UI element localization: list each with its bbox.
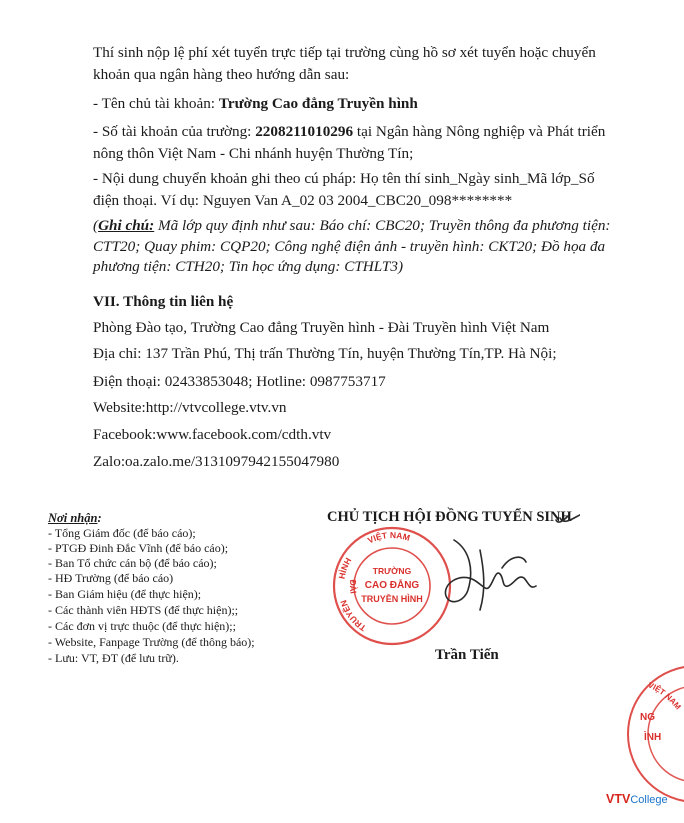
seal-ring-top: HÌNH [336,556,354,580]
contact-address: Địa chỉ: 137 Trần Phú, Thị trấn Thường Tín, huyện Thường Tín,TP. Hà Nội; [93,345,557,362]
partial-seal-frag-2: ÌNH [644,732,662,743]
contact-website: Website:http://vtvcollege.vtv.vn [93,399,287,416]
seal-line-2: CAO ĐẲNG [364,580,420,591]
recipients-title-row [48,512,102,525]
handwritten-signature [440,510,580,630]
seal-line-3: TRUYỀN HÌNH [361,594,423,604]
contact-heading: VII. Thông tin liên hệ [93,293,234,310]
partial-seal-frag-1: NG [640,712,655,723]
recipient-item: - Ban Tổ chức cán bộ (để báo cáo); [48,556,217,570]
paragraph-account-number [93,121,613,165]
account-name-prefix: - Tên chủ tài khoản: [93,95,219,112]
seal-ring-right: VIỆT NAM [366,529,412,546]
recipient-item: - Ban Giám hiệu (để thực hiện); [48,587,202,601]
contact-zalo: Zalo:oa.zalo.me/3131097942155047980 [93,453,340,470]
contact-facebook: Facebook:www.facebook.com/cdth.vtv [93,426,332,443]
seal-line-1: TRƯỜNG [372,566,412,576]
paragraph-note [93,216,623,278]
recipient-item: - Lưu: VT, ĐT (để lưu trữ). [48,651,179,665]
recipients-title: Nơi nhận [48,511,98,525]
account-number-suffix: tại Ngân hàng Nông nghiệp và Phát triển nông thôn Việt Nam - Chi nhánh huyện Thường Tín; [93,123,606,162]
recipient-item: - Các thành viên HĐTS (để thực hiện);; [48,603,239,617]
paragraph-transfer-content [93,168,613,212]
recipient-item: - Website, Fanpage Trường (để thông báo); [48,635,255,649]
paragraph-account-name [93,94,418,113]
note-open: ( [93,217,99,234]
transfer-content: - Nội dung chuyển khoản ghi theo cú pháp: Họ tên thí sinh_Ngày sinh_Mã lớp_Số điện thoại. Ví dụ: Nguyen Van A_02 03 2004_CBC20_098******** [93,170,595,209]
recipients-colon: : [97,511,102,525]
contact-office: Phòng Đào tạo, Trường Cao đẳng Truyền hình - Đài Truyền hình Việt Nam [93,319,550,336]
paragraph-fee-payment [93,42,613,86]
fee-payment-text: Thí sinh nộp lệ phí xét tuyển trực tiếp tại trường cùng hồ sơ xét tuyển hoặc chuyển khoản qua ngân hàng theo hướng dẫn sau: [93,44,596,83]
school-seal [330,524,454,648]
recipient-item: - HĐ Trường (để báo cáo) [48,571,174,585]
vtv-college-logo [606,792,668,806]
note-text: Mã lớp quy định như sau: Báo chí: CBC20; Truyền thông đa phương tiện: CTT20; Quay phim: CQP20; Công nghệ điện ảnh - truyền hình: CKT20; Đồ họa đa phương tiện: CTH20; Tin học ứng dụng: CTHLT3) [93,217,611,275]
recipient-item: - Các đơn vị trực thuộc (để thực hiện);; [48,619,236,633]
logo-suffix: College [630,794,668,806]
seal-ring-left: TRUYỀN [338,598,368,634]
account-number-prefix: - Số tài khoản của trường: [93,123,256,140]
logo-brand: VTV [606,792,631,806]
seal-ring-bottom: ĐÀI [347,579,359,595]
account-name: Trường Cao đẳng Truyền hình [218,95,418,112]
signer-name: Trần Tiến [435,647,499,663]
signature-title: CHỦ TỊCH HỘI ĐỒNG TUYỂN SINH [327,509,572,525]
note-label: Ghi chú: [98,217,155,234]
recipient-item: - Tổng Giám đốc (để báo cáo); [48,526,196,540]
account-number: 2208211010296 [255,123,354,140]
recipient-item: - PTGĐ Đinh Đắc Vĩnh (để báo cáo); [48,541,229,555]
partial-seal-ring-text: VIỆT NAM [646,680,683,712]
partial-seal [618,662,684,812]
contact-phone: Điện thoại: 02433853048; Hotline: 0987753717 [93,373,386,390]
